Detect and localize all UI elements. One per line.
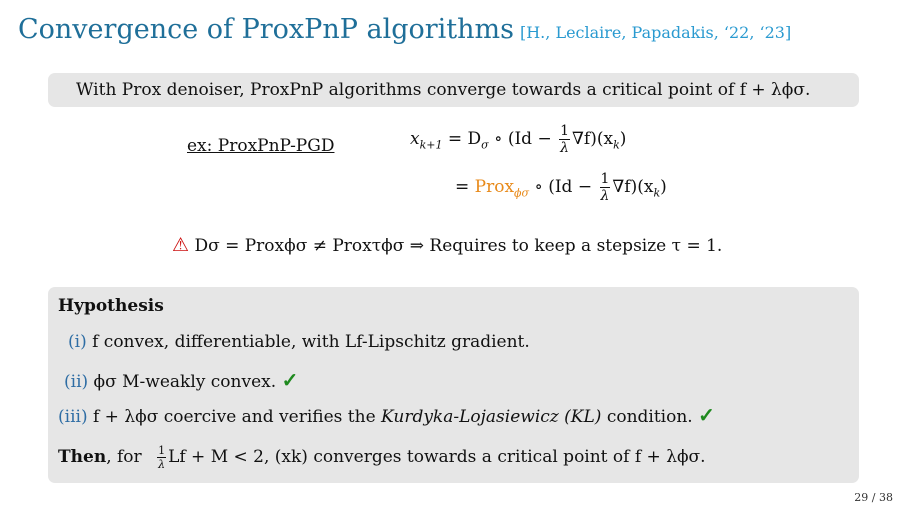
eq-k-sub: k [613, 138, 620, 152]
eq2-grad: ∇f)(x [612, 177, 654, 197]
hypothesis-heading: Hypothesis [58, 296, 164, 316]
eq2-frac-num: 1 [600, 171, 610, 187]
item-3-text-after: condition. [606, 407, 693, 427]
eq-x: x [410, 129, 420, 149]
equation-line-2 [455, 172, 667, 203]
eq2-prox-sub: ϕσ [514, 186, 530, 200]
citation: [H., Leclaire, Papadakis, ‘22, ‘23] [519, 23, 792, 42]
item-1-text: f convex, differentiable, with Lf-Lipschitz gradient. [92, 332, 530, 352]
item-3-number: (iii) [58, 407, 88, 427]
eq-x-sub: k+1 [419, 138, 443, 152]
page-number: 29 / 38 [854, 491, 893, 504]
warning-text: Dσ = Proxϕσ ≠ Proxτϕσ ⇒ Requires to keep a stepsize τ = 1. [194, 236, 723, 256]
item-3-text-before: f + λϕσ coercive and verifies the [92, 407, 376, 427]
warning-triangle-icon: ⚠ [172, 234, 190, 256]
then-condition: Lf + M < 2, [168, 447, 270, 467]
eq-frac-den: λ [560, 140, 570, 156]
item-1-number: (i) [68, 332, 87, 352]
then-bold: Then [58, 447, 107, 467]
eq-d: = D [447, 129, 482, 149]
title-text: Convergence of ProxPnP algorithms [18, 14, 514, 45]
item-3-text-italic: Kurdyka-Lojasiewicz (KL) [381, 407, 602, 427]
eq-d-sub: σ [481, 138, 489, 152]
then-frac-den: λ [158, 458, 166, 471]
warning-line [172, 234, 722, 256]
eq2-frac-den: λ [600, 188, 610, 204]
eq-compose: ∘ (Id − [494, 129, 552, 149]
then-frac-num: 1 [158, 444, 166, 457]
item-2-number: (ii) [64, 372, 89, 392]
intro-text: With Prox denoiser, ProxPnP algorithms converge towards a critical point of f + λϕσ. [76, 80, 811, 100]
then-text: , for [106, 447, 142, 467]
example-label: ex: ProxPnP-PGD [187, 136, 335, 156]
equation-line-1 [410, 124, 626, 155]
eq-close: ) [619, 129, 627, 149]
eq2-close: ) [660, 177, 667, 197]
hypothesis-item-2 [64, 368, 298, 392]
eq2-k-sub: k [653, 186, 661, 200]
checkmark-icon: ✓ [281, 368, 299, 392]
checkmark-icon: ✓ [698, 403, 715, 427]
eq2-compose: ∘ (Id − [534, 177, 593, 197]
then-conclusion: (xk) converges towards a critical point of f + λϕσ. [274, 447, 706, 467]
hypothesis-item-1 [68, 332, 530, 352]
eq2-prox: Prox [474, 177, 515, 197]
then-line [58, 445, 706, 470]
item-2-text: ϕσ M-weakly convex. [93, 372, 277, 392]
eq2-eq: = [455, 177, 470, 197]
eq-frac-num: 1 [560, 123, 570, 139]
eq-grad: ∇f)(x [572, 129, 614, 149]
eq2-fraction [600, 172, 611, 203]
then-fraction [157, 445, 166, 470]
eq-fraction [559, 124, 570, 155]
hypothesis-item-3 [58, 403, 715, 427]
slide-title [18, 14, 791, 45]
